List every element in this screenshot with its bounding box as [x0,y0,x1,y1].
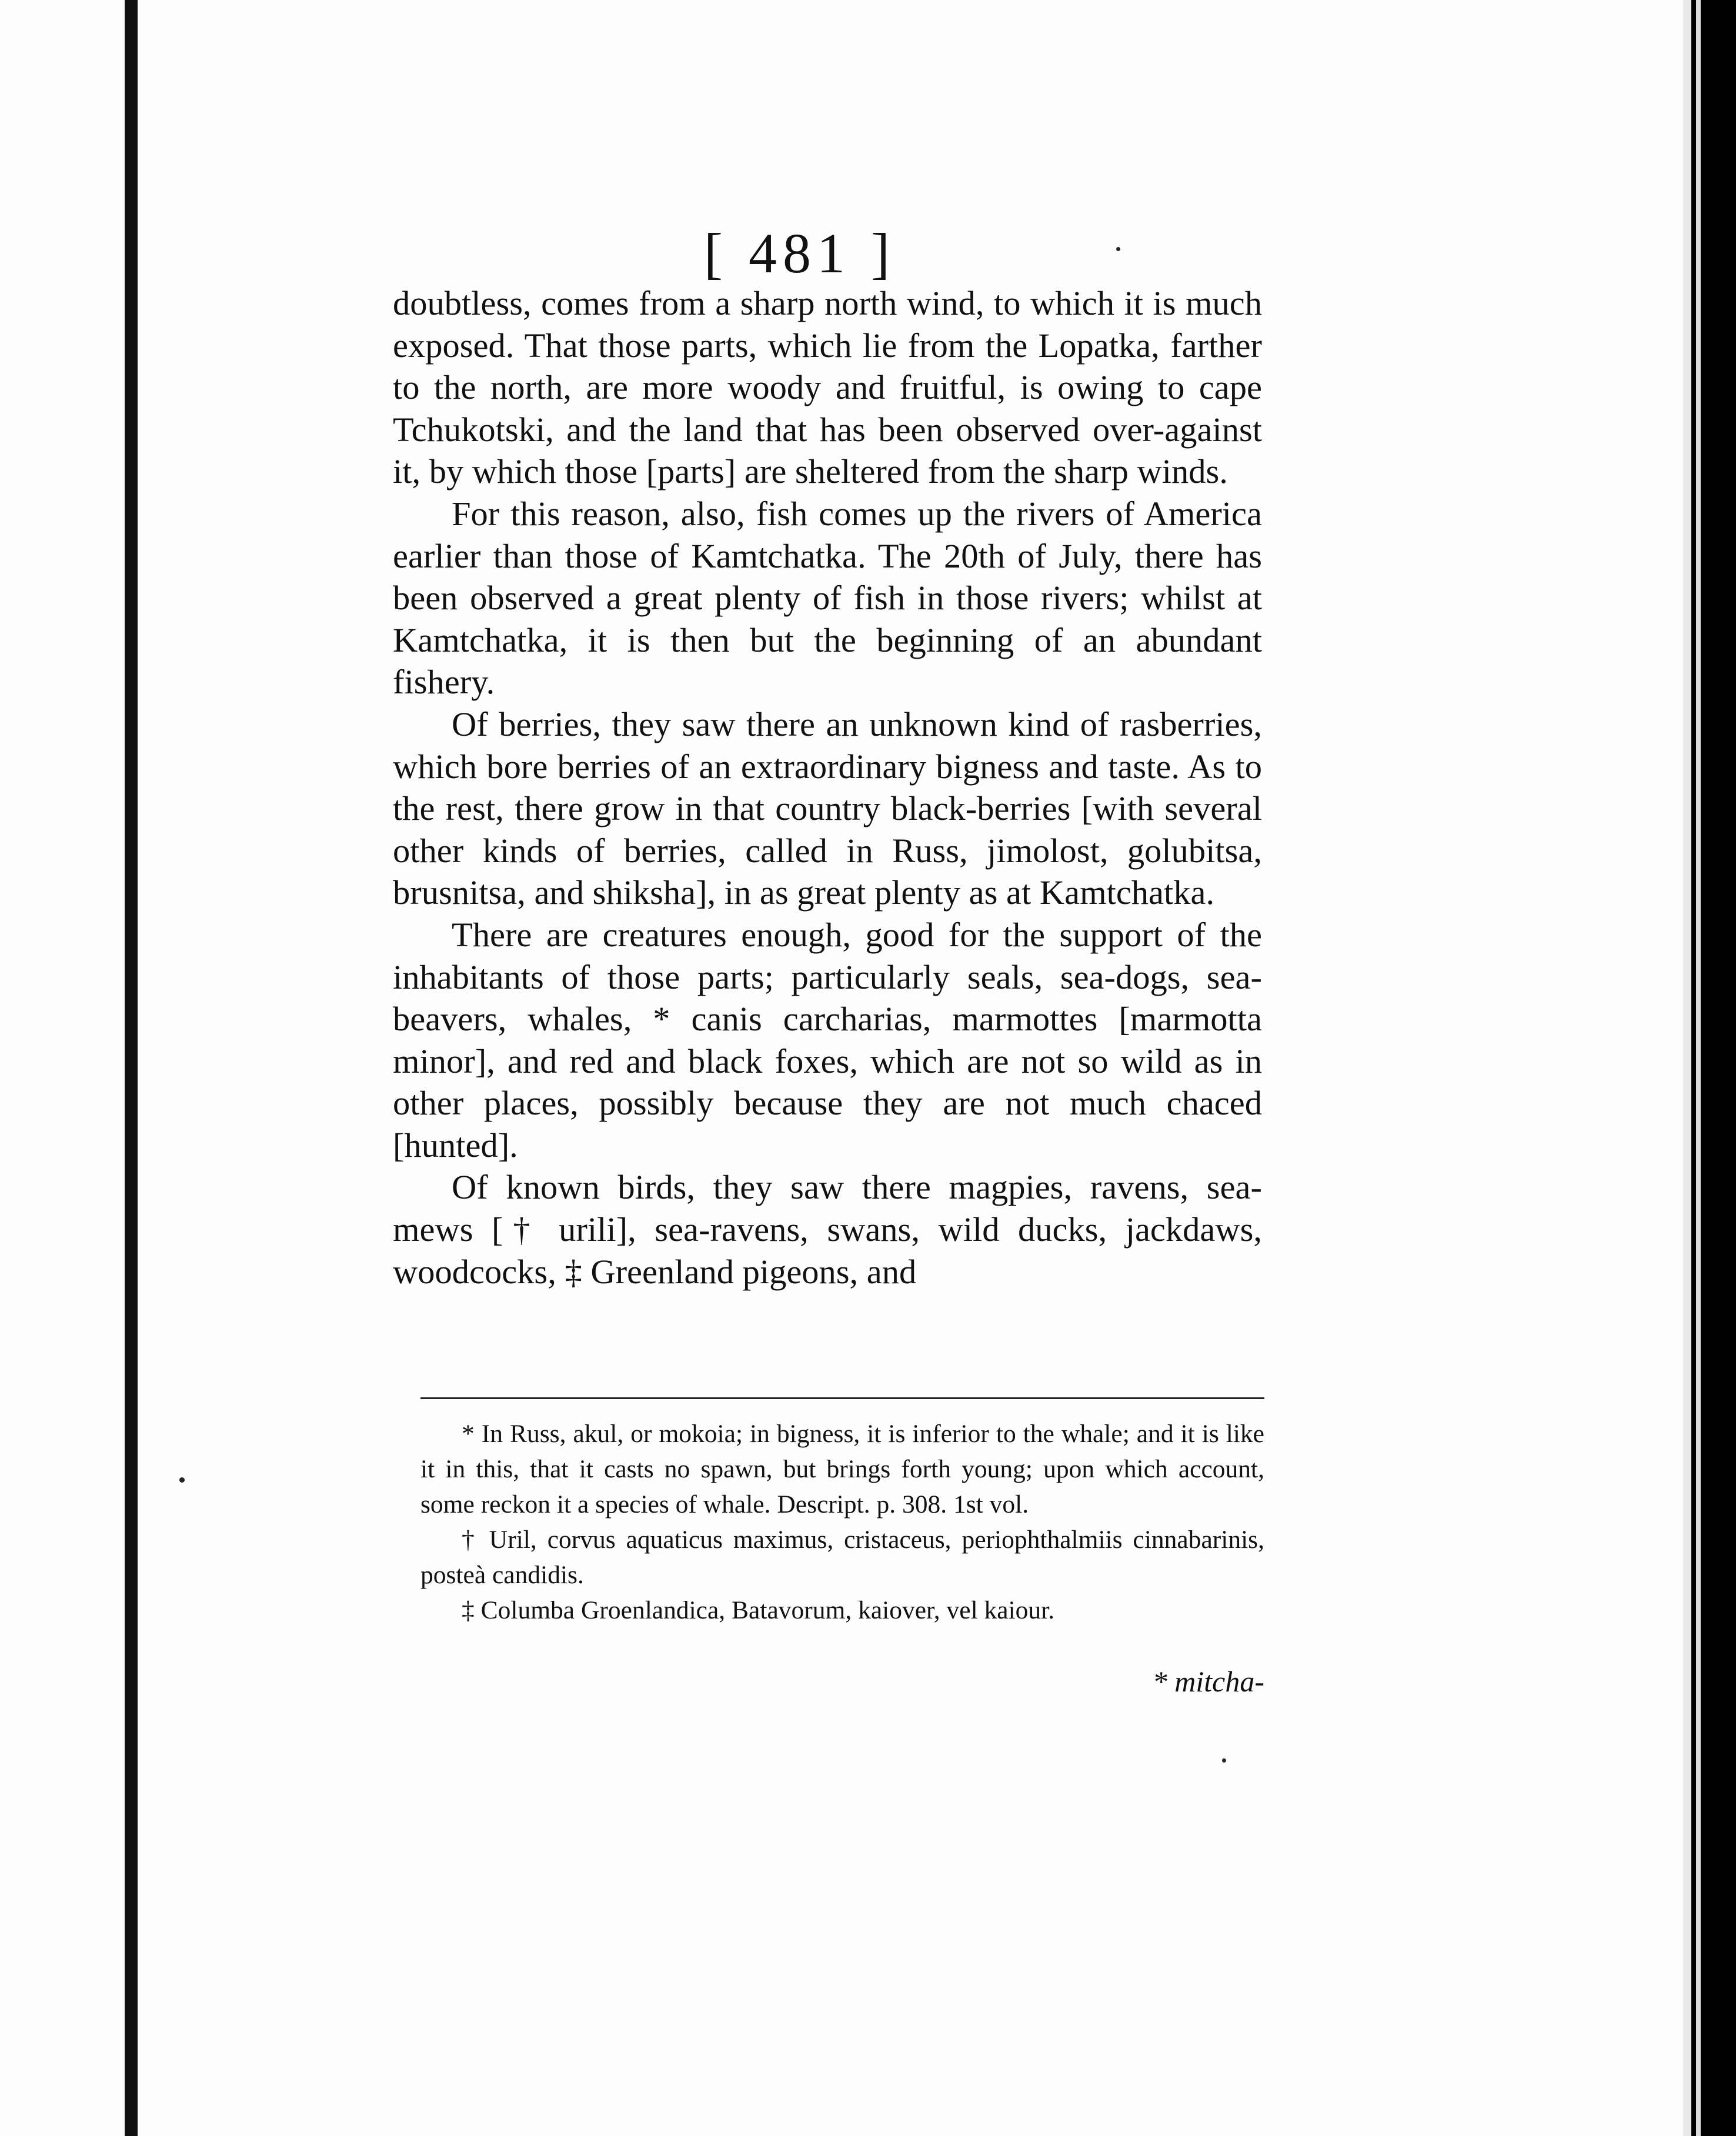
paragraph-3: Of berries, they saw there an unknown kind of rasberries, which bore berries of an extraordinary bigness and taste. As to the rest, there grow in that country black-berries [with several other kinds of berries, called in Russ, jimolost, golubitsa, brusnitsa, and shikshа], in as great plenty as at Kamtchatka. [393,705,1262,912]
paragraph-5: Of known birds, they saw there magpies, ravens, sea-mews [† urili], sea-ravens, swans, wild ducks, jackdaws, woodcocks, ‡ Greenland pigeons, and [393,1168,1262,1291]
page-edge-strip [1683,0,1691,2136]
body-text [393,282,1262,1293]
page-edge-strip-outer [1696,0,1701,2136]
speck [1222,1758,1226,1763]
catchword: * mitcha- [1152,1665,1264,1698]
speck [1116,247,1120,251]
left-page-edge [0,0,125,2136]
footnote-double-dagger: ‡ Columba Groenlandica, Batavorum, kaiover, vel kaiour. [462,1596,1055,1624]
page-number: [ 481 ] [704,222,896,285]
footnote-divider [420,1397,1264,1399]
paragraph-4: There are creatures enough, good for the support of the inhabitants of those parts; particularly seals, sea-dogs, sea-beavers, whales, * canis carcharias, marmottes [marmotta minor], and red and black foxes, which are not so wild as in other places, possibly because they are not much chaced [hunted]. [393,915,1262,1164]
footnote-asterisk: * In Russ, akul, or mokoia; in bigness, it is inferior to the whale; and it is like it in this, that it casts no spawn, but brings forth young; upon which account, some reckon it a species of whale. Descript. p. 308. 1st vol. [420,1420,1264,1518]
footnotes [420,1416,1264,1628]
speck [179,1477,185,1483]
book-gutter [125,0,138,2136]
paragraph-1: doubtless, comes from a sharp north wind, to which it is much exposed. That those parts, which lie from the Lopatka, farther to the north, are more woody and fruitful, is owing to cape Tchukotski, and the land that has been observed over-against it, by which those [parts] are sheltered from the sharp winds. [393,284,1262,491]
paragraph-2: For this reason, also, fish comes up the rivers of America earlier than those of Kamtchatka. The 20th of July, there has been observed a great plenty of fish in those rivers; whilst at Kamtchatka, it is then but the beginning of an abundant fishery. [393,494,1262,702]
footnote-dagger: † Uril, corvus aquaticus maximus, cristaceus, periophthalmiis cinnabarinis, posteà candidis. [420,1526,1264,1589]
